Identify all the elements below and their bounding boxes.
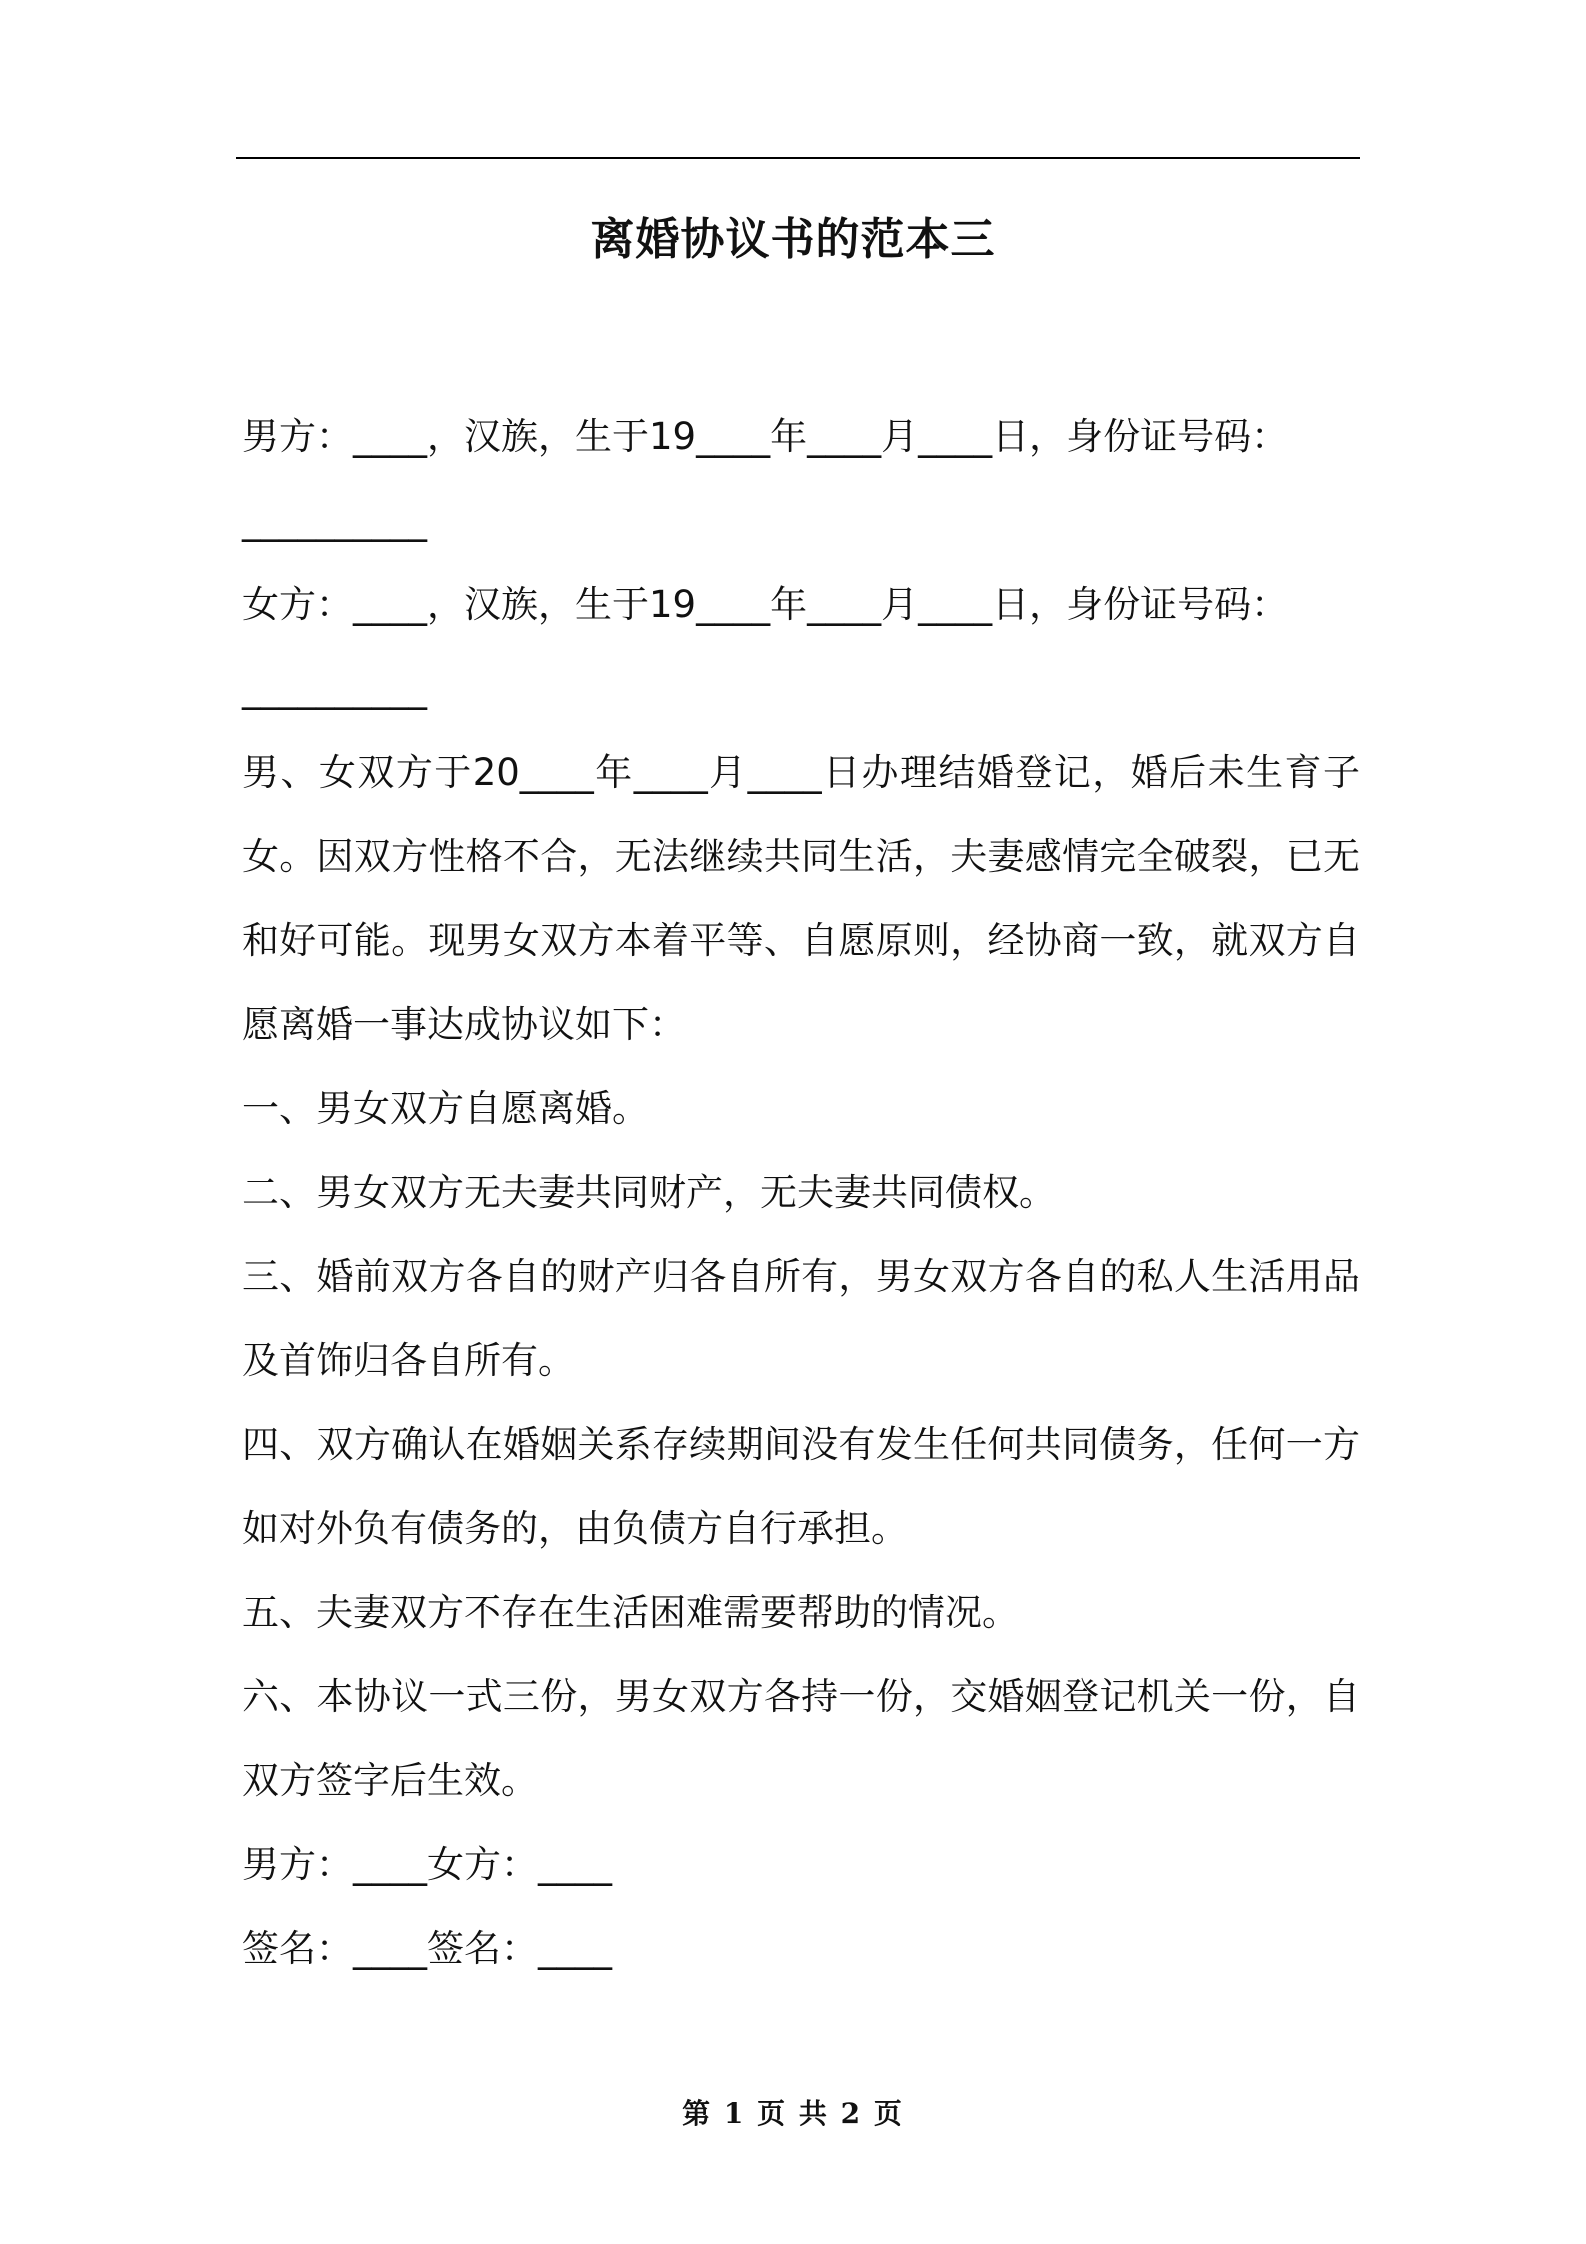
preamble-paragraph: 男、女双方于20____年____月____日办理结婚登记，婚后未生育子女。因双方性格不合，无法继续共同生活，夫妻感情完全破裂，已无和好可能。现男女双方本着平等、自愿原则，经协商一致，就双方自愿离婚一事达成协议如下： [242, 751, 1360, 1046]
female-id-number-blank: __________ [242, 667, 427, 710]
female-party-info: 女方：____，汉族，生于19____年____月____日，身份证号码： [242, 583, 1289, 626]
clause-5: 五、夫妻双方不存在生活困难需要帮助的情况。 [242, 1591, 1019, 1634]
header-rule [236, 157, 1360, 159]
clause-3: 三、婚前双方各自的财产归各自所有，男女双方各自的私人生活用品及首饰归各自所有。 [242, 1255, 1360, 1382]
party-signature-line: 男方：____女方：____ [242, 1843, 612, 1886]
clause-6: 六、本协议一式三份，男女双方各持一份，交婚姻登记机关一份，自双方签字后生效。 [242, 1675, 1360, 1802]
male-id-number-blank: __________ [242, 499, 427, 542]
signature-line: 签名：____签名：____ [242, 1927, 612, 1970]
clause-2: 二、男女双方无夫妻共同财产，无夫妻共同债权。 [242, 1171, 1056, 1214]
male-party-info: 男方：____，汉族，生于19____年____月____日，身份证号码： [242, 415, 1289, 458]
clause-1: 一、男女双方自愿离婚。 [242, 1087, 649, 1130]
page-number: 第 1 页 共 2 页 [682, 2097, 904, 2130]
clause-4: 四、双方确认在婚姻关系存续期间没有发生任何共同债务，任何一方如对外负有债务的，由负债方自行承担。 [242, 1423, 1360, 1550]
document-body [242, 395, 1360, 1991]
document-title: 离婚协议书的范本三 [590, 214, 996, 265]
